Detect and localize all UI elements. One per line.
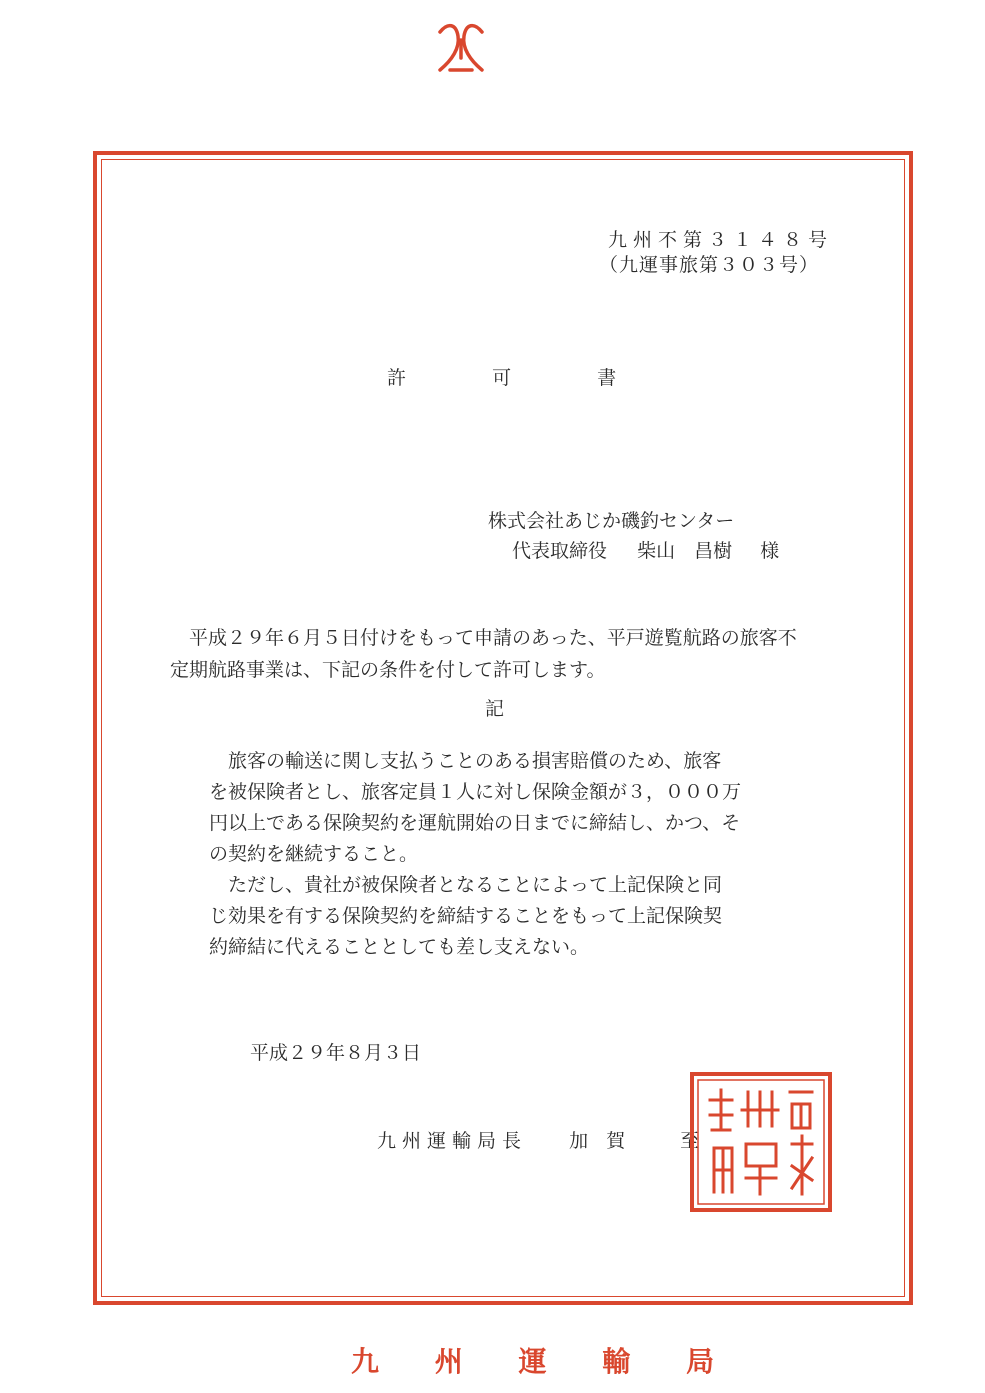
conditions-paragraph [209, 746, 741, 963]
condition-line: 旅客の輸送に関し支払うことのある損害賠償のため、旅客 [209, 750, 722, 772]
footer-organization [351, 1340, 716, 1380]
condition-line: ただし、貴社が被保険者となることによって上記保険と同 [209, 874, 723, 896]
document-subnumber: （九運事旅第３０３号） [598, 254, 819, 276]
issuer-title: 九州運輸局長 [377, 1130, 528, 1152]
document-number: 九州不第３１４８号 [607, 229, 833, 251]
body-line: 平成２９年６月５日付けをもって申請のあった、平戸遊覧航路の旅客不 [170, 627, 797, 649]
addressee-honorific: 様 [760, 540, 780, 562]
issuer [377, 1132, 717, 1151]
title-char: 許 [387, 367, 407, 389]
title-char: 書 [597, 367, 617, 389]
official-seal-icon [688, 1070, 834, 1214]
addressee-name: 柴山 昌樹 [637, 540, 733, 562]
issuer-name: 加賀 至 [569, 1130, 718, 1152]
document-title [387, 369, 616, 388]
addressee-company: 株式会社あじか磯釣センター [488, 510, 735, 532]
addressee-role: 代表取締役 [512, 540, 608, 562]
footer-org-char: 九 [351, 1345, 382, 1378]
footer-org-char: 輸 [602, 1345, 633, 1378]
body-line: 定期航路事業は、下記の条件を付して許可します。 [170, 659, 606, 681]
condition-line: 円以上である保険契約を運航開始の日までに締結し、かつ、そ [209, 812, 741, 834]
condition-line: 約締結に代えることとしても差し支えない。 [209, 936, 590, 958]
emblem-icon [430, 18, 492, 76]
body-paragraph [170, 622, 810, 686]
footer-org-char: 州 [434, 1345, 465, 1378]
title-char: 可 [492, 367, 512, 389]
condition-line: じ効果を有する保険契約を締結することをもって上記保険契 [209, 905, 723, 927]
addressee-person [512, 542, 779, 561]
footer-org-char: 局 [686, 1345, 717, 1378]
footer-org-char: 運 [518, 1345, 549, 1378]
condition-line: を被保険者とし、旅客定員１人に対し保険金額が３，０００万 [209, 781, 742, 803]
issue-date: 平成２９年８月３日 [250, 1042, 422, 1064]
condition-line: の契約を継続すること。 [209, 843, 419, 865]
ki-heading: 記 [485, 698, 505, 720]
